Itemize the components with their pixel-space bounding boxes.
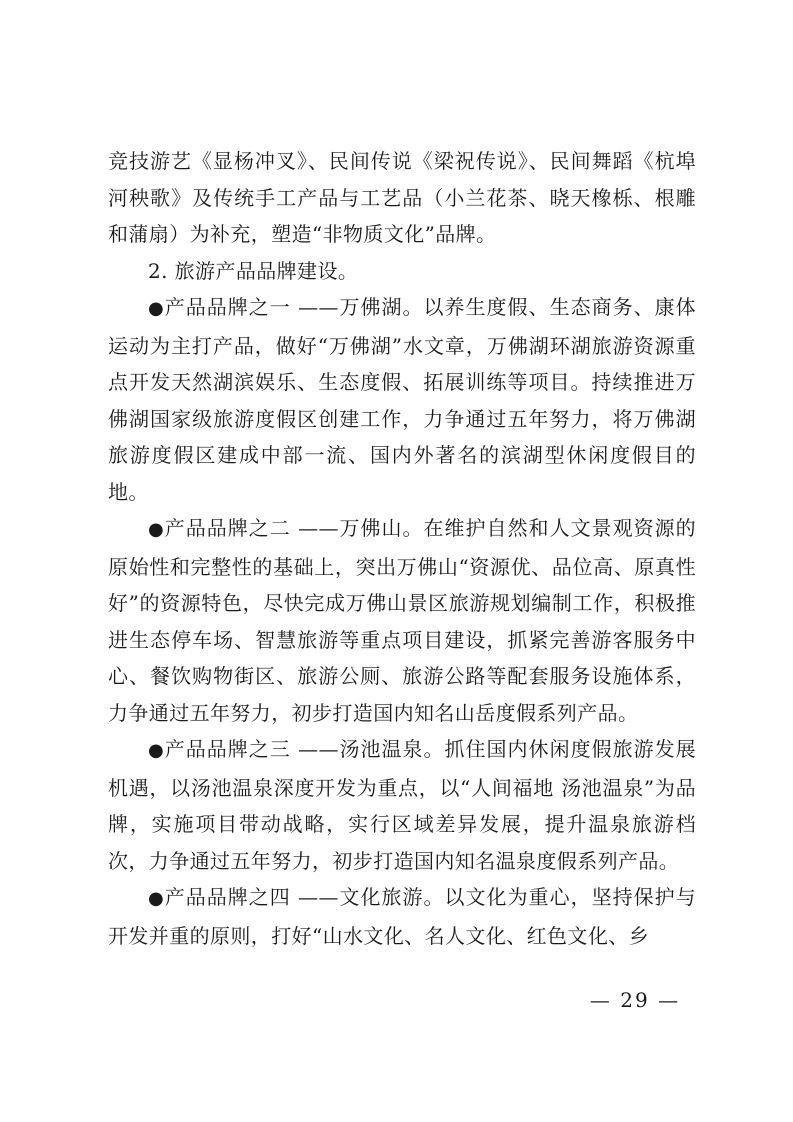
paragraph-brand-2: [108, 510, 696, 731]
bullet-icon: ●: [148, 519, 165, 540]
paragraph-text: 产品品牌之一 ——万佛湖。以养生度假、生态商务、康体运动为主打产品，做好“万佛湖”水文章，万佛湖环湖旅游资源重点开发天然湖滨娱乐、生态度假、拓展训练等项目。持续推进万佛湖国家级旅游度假区创建工作，力争通过五年努力，将万佛湖旅游度假区建成中部一流、国内外著名的滨湖型休闲度假目的地。: [108, 295, 696, 504]
paragraph-brand-3: [108, 731, 696, 879]
bullet-icon: ●: [148, 740, 165, 761]
paragraph-brand-1: [108, 289, 696, 510]
paragraph-text: 产品品牌之三 ——汤池温泉。抓住国内休闲度假旅游发展机遇，以汤池温泉深度开发为重点，以“人间福地 汤池温泉”为品牌，实施项目带动战略，实行区域差异发展，提升温泉旅游档次，力争通过五年努力，初步打造国内知名温泉度假系列产品。: [108, 737, 696, 873]
section-heading-text: 2. 旅游产品品牌建设。: [148, 258, 359, 283]
page-number: — 29 —: [589, 988, 681, 1012]
body-text: [108, 143, 696, 954]
paragraph-section-heading: [108, 253, 696, 290]
paragraph-text: 竞技游艺《显杨冲叉》、民间传说《梁祝传说》、民间舞蹈《杭埠河秧歌》及传统手工产品与工艺品（小兰花茶、晓天橡栎、根雕和蒲扇）为补充，塑造“非物质文化”品牌。: [108, 149, 696, 246]
paragraph-text: 产品品牌之四 ——文化旅游。以文化为重心，坚持保护与开发并重的原则，打好“山水文化、名人文化、红色文化、乡: [108, 885, 696, 948]
paragraph-intangible-culture: [108, 143, 696, 253]
paragraph-text: 产品品牌之二 ——万佛山。在维护自然和人文景观资源的原始性和完整性的基础上，突出万佛山“资源优、品位高、原真性好”的资源特色，尽快完成万佛山景区旅游规划编制工作，积极推进生态停车场、智慧旅游等重点项目建设，抓紧完善游客服务中心、餐饮购物街区、旅游公厕、旅游公路等配套服务设施体系，力争通过五年努力，初步打造国内知名山岳度假系列产品。: [108, 516, 696, 725]
bullet-icon: ●: [148, 298, 165, 319]
bullet-icon: ●: [148, 888, 165, 909]
paragraph-brand-4: [108, 879, 696, 954]
